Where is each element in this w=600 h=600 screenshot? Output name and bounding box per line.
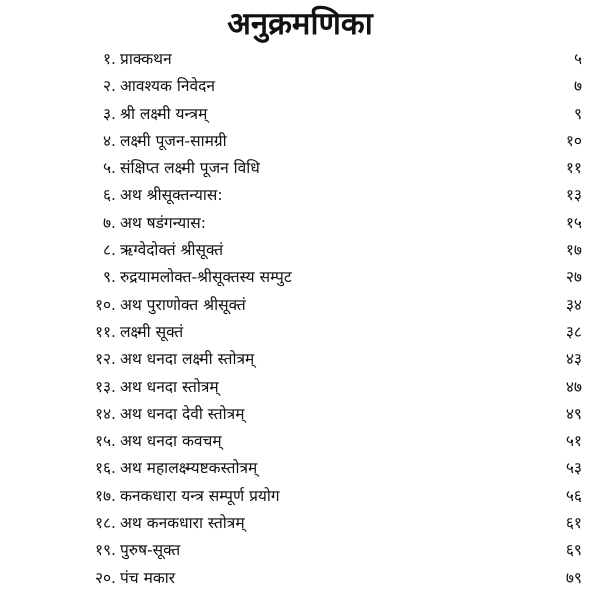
entry-title: अथ धनदा स्तोत्रम्: [120, 377, 219, 396]
toc-row: [0, 128, 600, 155]
entry-title: लक्ष्मी सूक्तं: [120, 322, 184, 341]
entry-number: २.: [103, 77, 116, 96]
entry-number: ६.: [103, 186, 116, 205]
entry-title: पुरुष-सूक्त: [120, 541, 181, 560]
entry-title: रुद्रयामलोक्त-श्रीसूक्तस्य सम्पुट: [120, 268, 292, 287]
entry-title: पंच मकार: [120, 568, 176, 587]
entry-page-number: ७९: [565, 568, 582, 587]
entry-page-number: ७: [573, 77, 582, 96]
entry-page-number: ५: [573, 50, 582, 68]
toc-row: [0, 428, 600, 455]
entry-title: अथ धनदा देवी स्तोत्रम्: [120, 404, 245, 423]
toc-row: [0, 319, 600, 346]
toc-row: [0, 237, 600, 264]
entry-page-number: १३: [565, 186, 582, 205]
toc-row: [0, 537, 600, 564]
toc-row: [0, 264, 600, 291]
toc-row: [0, 565, 600, 592]
entry-page-number: ३८: [565, 322, 582, 341]
entry-page-number: १०: [565, 131, 582, 150]
entry-page-number: ५६: [565, 486, 582, 505]
entry-page-number: ३४: [565, 295, 582, 314]
entry-number: ९.: [103, 268, 116, 287]
entry-number: ४.: [103, 131, 116, 150]
toc-row: [0, 46, 600, 73]
toc-row: [0, 73, 600, 100]
entry-page-number: ४९: [565, 404, 582, 423]
entry-title: लक्ष्मी पूजन-सामग्री: [120, 131, 227, 150]
entry-title: ऋग्वेदोक्तं श्रीसूक्तं: [120, 241, 224, 260]
entry-title: अथ धनदा कवचम्: [120, 432, 222, 451]
entry-title: अथ महालक्ष्म्यष्टकस्तोत्रम्: [120, 459, 258, 478]
entry-number: १०.: [94, 295, 116, 314]
entry-title: अथ कनकधारा स्तोत्रम्: [120, 514, 245, 533]
entry-page-number: ५३: [565, 459, 582, 478]
toc-row: [0, 346, 600, 373]
entry-title: अथ श्रीसूक्तन्यास:: [120, 186, 223, 205]
entry-page-number: ४३: [565, 350, 582, 369]
entry-number: १६.: [94, 459, 116, 478]
toc-row: [0, 401, 600, 428]
entry-number: २०.: [94, 568, 116, 587]
page-title: अनुक्रमणिका: [227, 6, 373, 42]
entry-title: संक्षिप्त लक्ष्मी पूजन विधि: [120, 159, 260, 178]
toc-row: [0, 510, 600, 537]
entry-title: श्री लक्ष्मी यन्त्रम्: [120, 104, 208, 123]
entry-number: ५.: [103, 159, 116, 178]
entry-number: ३.: [103, 104, 116, 123]
entry-title: आवश्यक निवेदन: [120, 77, 215, 96]
entry-page-number: ४७: [565, 377, 582, 396]
table-of-contents: [0, 46, 600, 592]
entry-number: १९.: [94, 541, 116, 560]
toc-row: [0, 374, 600, 401]
entry-page-number: ६९: [565, 541, 582, 560]
entry-number: १.: [103, 50, 116, 68]
entry-number: ७.: [103, 213, 116, 232]
toc-row: [0, 155, 600, 182]
toc-row: [0, 483, 600, 510]
entry-page-number: ११: [565, 159, 582, 178]
entry-title: अथ षडंगन्यास:: [120, 213, 206, 232]
entry-page-number: १५: [565, 213, 582, 232]
entry-title: अथ पुराणोक्त श्रीसूक्तं: [120, 295, 246, 314]
entry-number: १४.: [94, 404, 116, 423]
toc-row: [0, 182, 600, 209]
entry-page-number: ६१: [565, 514, 582, 533]
toc-row: [0, 292, 600, 319]
entry-number: १७.: [94, 486, 116, 505]
entry-number: १२.: [94, 350, 116, 369]
toc-row: [0, 455, 600, 482]
entry-title: प्राक्कथन: [120, 50, 172, 68]
entry-number: १५.: [94, 432, 116, 451]
entry-number: ८.: [103, 241, 116, 260]
entry-title: अथ धनदा लक्ष्मी स्तोत्रम्: [120, 350, 255, 369]
toc-row: [0, 210, 600, 237]
entry-page-number: ५१: [565, 432, 582, 451]
entry-number: ११.: [94, 322, 116, 341]
entry-page-number: २७: [565, 268, 582, 287]
toc-row: [0, 101, 600, 128]
entry-number: १८.: [94, 514, 116, 533]
entry-page-number: १७: [565, 241, 582, 260]
entry-page-number: ९: [573, 104, 582, 123]
entry-title: कनकधारा यन्त्र सम्पूर्ण प्रयोग: [120, 486, 280, 505]
entry-number: १३.: [94, 377, 116, 396]
